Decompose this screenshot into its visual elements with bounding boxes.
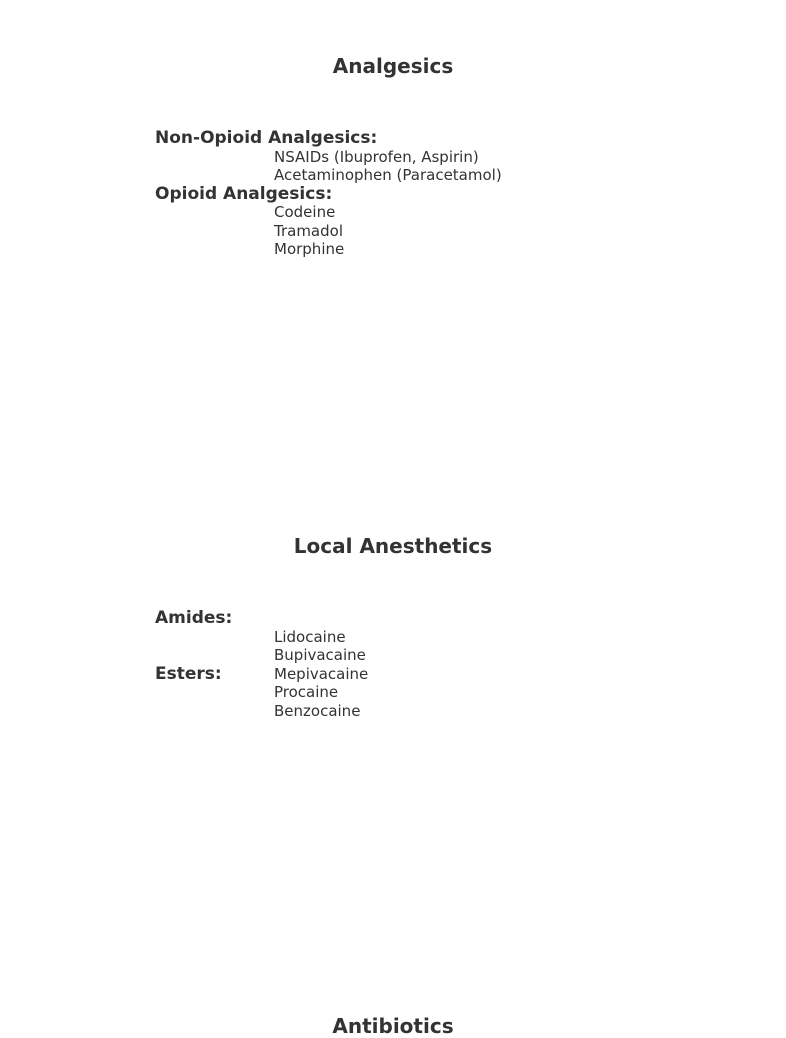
- group-label-non-opioid: Non-Opioid Analgesics:: [155, 128, 378, 148]
- group-label-opioid: Opioid Analgesics:: [155, 184, 333, 204]
- list-item: Acetaminophen (Paracetamol): [274, 166, 502, 184]
- section-title: Antibiotics: [332, 1014, 454, 1038]
- list-item: Mepivacaine: [274, 665, 369, 683]
- section-title: Analgesics: [332, 54, 454, 78]
- list-item: Bupivacaine: [274, 646, 366, 664]
- group-label-amides: Amides:: [155, 608, 233, 628]
- list-item: Morphine: [274, 240, 345, 258]
- list-item: Procaine: [274, 683, 339, 701]
- list-item: NSAIDs (Ibuprofen, Aspirin): [274, 148, 479, 166]
- list-item: Codeine: [274, 203, 336, 221]
- list-item: Benzocaine: [274, 702, 361, 720]
- analgesics-section: [0, 0, 768, 480]
- list-item: Lidocaine: [274, 628, 346, 646]
- list-item: Tramadol: [274, 222, 343, 240]
- local-anesthetics-section: [0, 480, 768, 960]
- section-title: Local Anesthetics: [293, 534, 493, 558]
- group-label-esters: Esters:: [155, 664, 222, 684]
- antibiotics-section: [0, 960, 768, 1038]
